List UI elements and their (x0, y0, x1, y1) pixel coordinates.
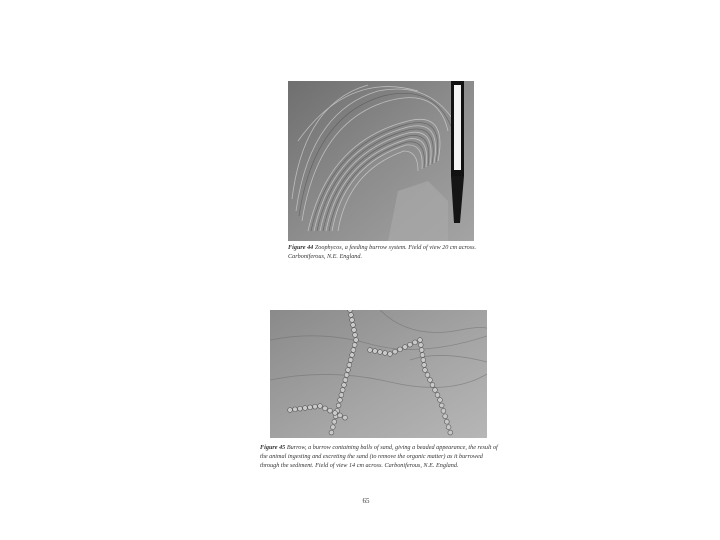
burrow-bead (328, 408, 333, 413)
burrow-bead (438, 398, 443, 403)
burrow-bead (303, 406, 308, 411)
burrow-bead (350, 353, 355, 358)
burrow-bead (332, 419, 337, 424)
burrow-bead (383, 351, 388, 356)
burrow-bead (342, 383, 347, 388)
burrow-bead (403, 345, 408, 350)
burrow-bead (433, 388, 438, 393)
burrow-bead (330, 425, 335, 430)
figure-45-label: Figure 45 (260, 444, 286, 451)
burrow-bead (318, 404, 323, 409)
burrow-bead (338, 398, 343, 403)
burrow-bead (423, 368, 428, 373)
burrow-bead (418, 338, 423, 343)
burrow-bead (408, 342, 413, 347)
burrow-bead (333, 411, 338, 416)
burrow-bead (421, 358, 426, 363)
burrow-bead (347, 363, 352, 368)
burrow-bead (352, 343, 357, 348)
burrow-bead (293, 407, 298, 412)
burrow-bead (435, 393, 440, 398)
burrow-bead (344, 373, 349, 378)
burrow-bead (413, 340, 418, 345)
burrow-bead (419, 348, 424, 353)
burrow-bead (444, 419, 449, 424)
page-number: 65 (362, 497, 370, 505)
burrow-bead (313, 404, 318, 409)
figure-44-caption-text: Zoophycos, a feeding burrow system. Field of view 20 cm across. Carboniferous, N.E. England. (288, 244, 477, 260)
burrow-bead (339, 393, 344, 398)
burrow-bead (388, 352, 393, 357)
burrow-bead (348, 358, 353, 363)
burrow-bead (446, 425, 451, 430)
burrow-bead (348, 310, 353, 312)
burrow-bead (448, 430, 453, 435)
burrow-bead (340, 388, 345, 393)
burrow-bead (353, 333, 358, 338)
burrow-bead (439, 403, 444, 408)
burrow-bead (368, 348, 373, 353)
burrow-bead (422, 363, 427, 368)
burrow-bead (398, 347, 403, 352)
figure-45-caption-text: Burrow, a burrow containing balls of sand, giving a beaded appearance, the result of the animal ingesting and excreting the sand (to remove the organic matter) as it burrowed through the sediment. Field of view 14 cm across. Carboniferous, N.E. England. (260, 444, 498, 469)
burrow-bead (329, 430, 334, 435)
burrow-bead (288, 408, 293, 413)
burrow-bead (420, 353, 425, 358)
burrow-bead (441, 408, 446, 413)
burrow-bead (351, 323, 356, 328)
burrow-bead (349, 313, 354, 318)
burrow-bead (418, 343, 423, 348)
burrow-bead (430, 383, 435, 388)
burrow-bead (336, 403, 341, 408)
burrow-bead (378, 350, 383, 355)
burrow-bead (352, 328, 357, 333)
figure-44-caption (288, 243, 478, 261)
burrow-bead (373, 349, 378, 354)
beaded-burrow-fossil-image (270, 310, 487, 438)
figure-44-photo (288, 81, 474, 241)
burrow-bead (354, 338, 359, 343)
burrow-bead (393, 349, 398, 354)
burrow-bead (298, 406, 303, 411)
burrow-bead (346, 368, 351, 373)
burrow-bead (343, 415, 348, 420)
figure-45-photo (270, 310, 487, 438)
burrow-bead (425, 373, 430, 378)
burrow-bead (428, 378, 433, 383)
burrow-bead (443, 414, 448, 419)
burrow-bead (323, 406, 328, 411)
burrow-bead (338, 413, 343, 418)
burrow-bead (351, 348, 356, 353)
burrow-bead (308, 405, 313, 410)
figure-45-caption (260, 443, 500, 470)
burrow-bead (350, 318, 355, 323)
burrow-bead (343, 378, 348, 383)
zoophycos-fossil-image (288, 81, 474, 241)
figure-44-label: Figure 44 (288, 244, 314, 251)
